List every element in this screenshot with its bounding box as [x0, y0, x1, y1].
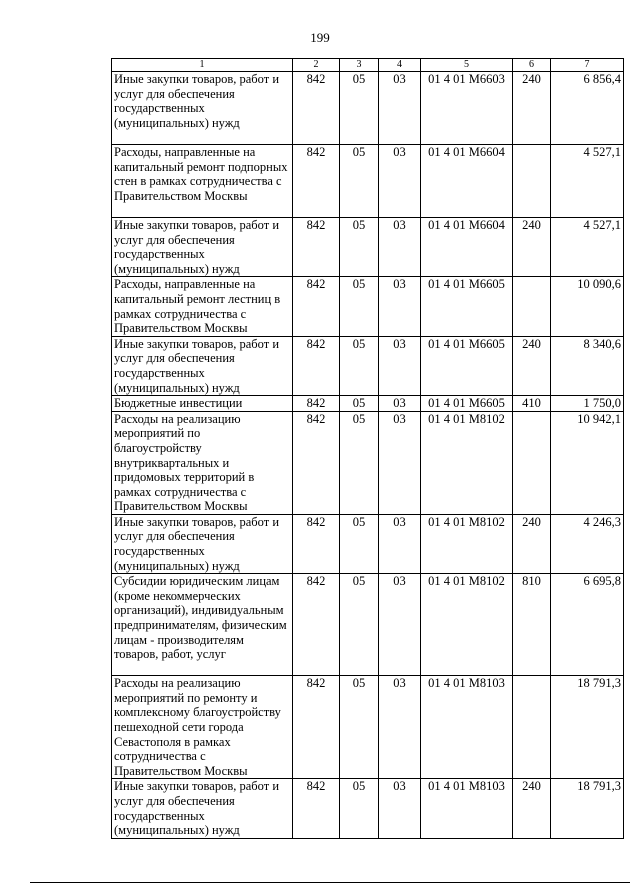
row-code-subsection: 03: [379, 218, 421, 277]
row-name: Иные закупки товаров, работ и услуг для обеспечения государственных (муниципальных) нужд: [112, 72, 293, 145]
table-row: [112, 779, 624, 838]
row-code-expense-type: [513, 411, 551, 514]
row-code-section: 05: [340, 218, 379, 277]
page-number: 199: [310, 30, 330, 45]
row-code-target: 01 4 01 М8102: [421, 574, 513, 676]
row-code-target: 01 4 01 М6605: [421, 277, 513, 336]
header-col-3: 3: [340, 59, 379, 72]
header-col-1: 1: [112, 59, 293, 72]
row-name: Субсидии юридическим лицам (кроме некоммерческих организаций), индивидуальным предпринимателям, физическим лицам - производителям товаров, работ, услуг: [112, 574, 293, 676]
row-code-expense-type: 240: [513, 218, 551, 277]
row-code-subsection: 03: [379, 336, 421, 395]
row-code-expense-type: 240: [513, 779, 551, 838]
row-amount: 6 856,4: [551, 72, 624, 145]
table-body: [112, 72, 624, 839]
header-col-2: 2: [293, 59, 340, 72]
row-code-section: 05: [340, 514, 379, 573]
row-code-ministry: 842: [293, 574, 340, 676]
row-code-subsection: 03: [379, 574, 421, 676]
table-row: [112, 514, 624, 573]
row-code-subsection: 03: [379, 277, 421, 336]
table-row: [112, 72, 624, 145]
header-row: [112, 59, 624, 72]
header-col-4: 4: [379, 59, 421, 72]
row-code-section: 05: [340, 72, 379, 145]
row-amount: 4 527,1: [551, 145, 624, 218]
row-code-ministry: 842: [293, 145, 340, 218]
row-code-section: 05: [340, 336, 379, 395]
table-row: [112, 574, 624, 676]
row-code-subsection: 03: [379, 779, 421, 838]
row-code-subsection: 03: [379, 514, 421, 573]
row-name: Расходы на реализацию мероприятий по благоустройству внутриквартальных и придомовых территорий в рамках сотрудничества с Правительством Москвы: [112, 411, 293, 514]
row-amount: 18 791,3: [551, 676, 624, 779]
row-amount: 18 791,3: [551, 779, 624, 838]
row-code-subsection: 03: [379, 396, 421, 412]
row-name: Расходы, направленные на капитальный ремонт подпорных стен в рамках сотрудничества с Правительством Москвы: [112, 145, 293, 218]
row-code-ministry: 842: [293, 396, 340, 412]
row-code-subsection: 03: [379, 411, 421, 514]
table-header: [112, 59, 624, 72]
row-name: Расходы на реализацию мероприятий по ремонту и комплексному благоустройству пешеходной сети города Севастополя в рамках сотрудничества с Правительством Москвы: [112, 676, 293, 779]
row-code-expense-type: 240: [513, 514, 551, 573]
row-code-section: 05: [340, 574, 379, 676]
row-code-section: 05: [340, 396, 379, 412]
row-code-target: 01 4 01 М6604: [421, 218, 513, 277]
row-code-target: 01 4 01 М6605: [421, 396, 513, 412]
row-code-section: 05: [340, 676, 379, 779]
row-amount: 10 090,6: [551, 277, 624, 336]
row-code-expense-type: [513, 277, 551, 336]
row-code-target: 01 4 01 М8102: [421, 514, 513, 573]
table-row: [112, 336, 624, 395]
header-col-5: 5: [421, 59, 513, 72]
row-code-expense-type: 810: [513, 574, 551, 676]
row-code-section: 05: [340, 411, 379, 514]
row-amount: 8 340,6: [551, 336, 624, 395]
row-code-target: 01 4 01 М8103: [421, 676, 513, 779]
budget-table: [111, 58, 624, 839]
row-code-section: 05: [340, 277, 379, 336]
row-code-subsection: 03: [379, 72, 421, 145]
row-name: Расходы, направленные на капитальный ремонт лестниц в рамках сотрудничества с Правительством Москвы: [112, 277, 293, 336]
header-col-6: 6: [513, 59, 551, 72]
row-name: Иные закупки товаров, работ и услуг для обеспечения государственных (муниципальных) нужд: [112, 336, 293, 395]
row-amount: 1 750,0: [551, 396, 624, 412]
row-code-target: 01 4 01 М8103: [421, 779, 513, 838]
row-amount: 6 695,8: [551, 574, 624, 676]
row-amount: 4 246,3: [551, 514, 624, 573]
table-row: [112, 218, 624, 277]
table-row: [112, 145, 624, 218]
row-name: Бюджетные инвестиции: [112, 396, 293, 412]
row-code-target: 01 4 01 М8102: [421, 411, 513, 514]
row-name: Иные закупки товаров, работ и услуг для обеспечения государственных (муниципальных) нужд: [112, 514, 293, 573]
row-code-ministry: 842: [293, 336, 340, 395]
row-code-expense-type: [513, 145, 551, 218]
row-code-section: 05: [340, 145, 379, 218]
table-row: [112, 277, 624, 336]
table-row: [112, 676, 624, 779]
row-code-subsection: 03: [379, 676, 421, 779]
row-code-expense-type: 410: [513, 396, 551, 412]
row-name: Иные закупки товаров, работ и услуг для обеспечения государственных (муниципальных) нужд: [112, 779, 293, 838]
header-col-7: 7: [551, 59, 624, 72]
row-code-expense-type: 240: [513, 336, 551, 395]
row-code-expense-type: 240: [513, 72, 551, 145]
row-code-target: 01 4 01 М6605: [421, 336, 513, 395]
bottom-divider: [30, 882, 630, 883]
row-code-ministry: 842: [293, 72, 340, 145]
row-code-subsection: 03: [379, 145, 421, 218]
table-row: [112, 396, 624, 412]
row-code-target: 01 4 01 М6604: [421, 145, 513, 218]
row-name: Иные закупки товаров, работ и услуг для обеспечения государственных (муниципальных) нужд: [112, 218, 293, 277]
row-amount: 10 942,1: [551, 411, 624, 514]
row-code-target: 01 4 01 М6603: [421, 72, 513, 145]
row-amount: 4 527,1: [551, 218, 624, 277]
row-code-section: 05: [340, 779, 379, 838]
row-code-ministry: 842: [293, 676, 340, 779]
row-code-ministry: 842: [293, 514, 340, 573]
row-code-ministry: 842: [293, 779, 340, 838]
row-code-ministry: 842: [293, 277, 340, 336]
row-code-expense-type: [513, 676, 551, 779]
row-code-ministry: 842: [293, 218, 340, 277]
table-row: [112, 411, 624, 514]
row-code-ministry: 842: [293, 411, 340, 514]
